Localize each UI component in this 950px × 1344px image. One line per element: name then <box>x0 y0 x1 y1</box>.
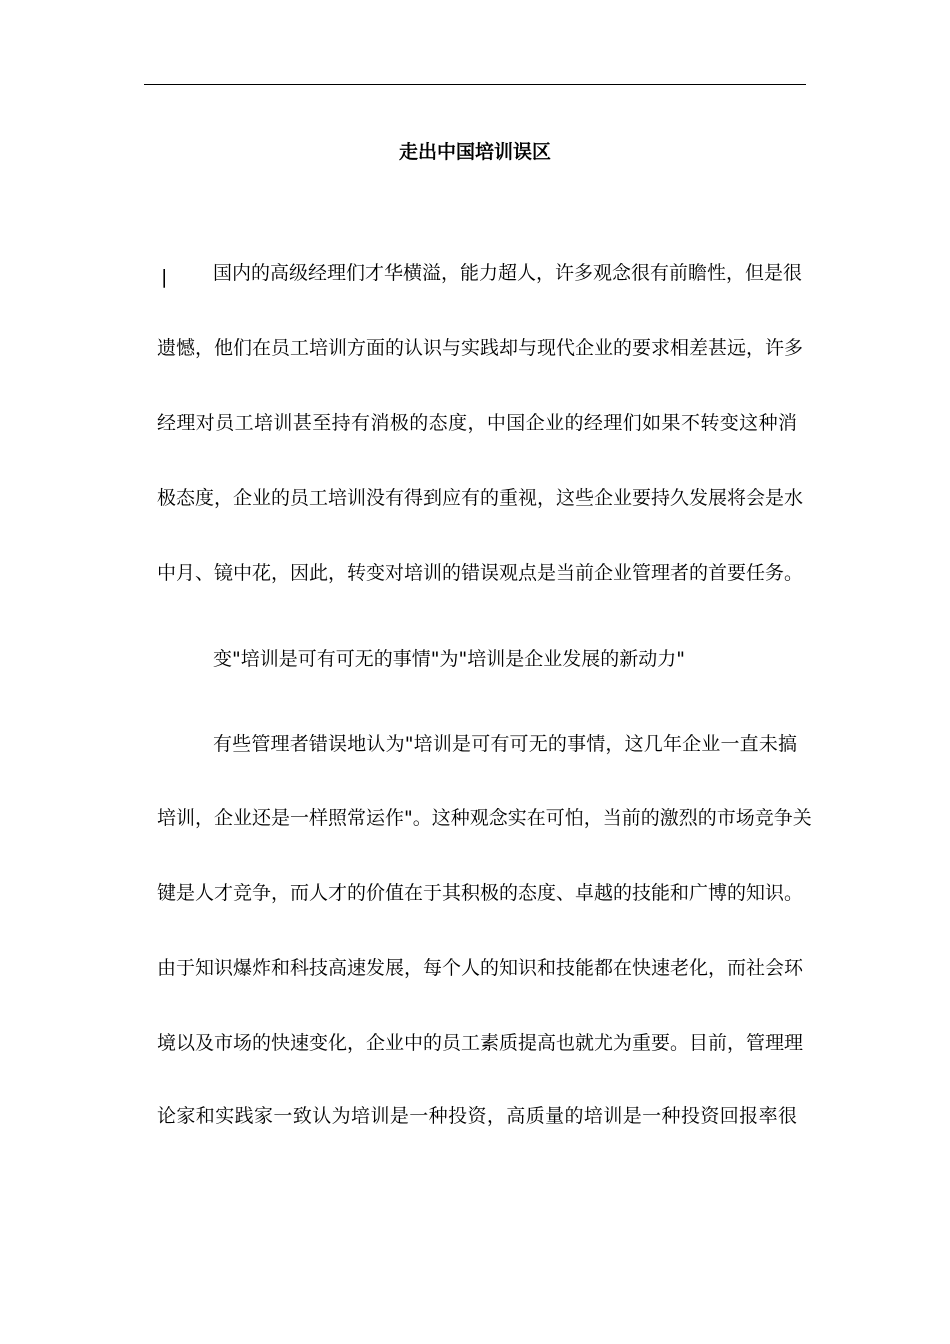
document-title: 走出中国培训误区 <box>398 141 551 163</box>
paragraph-1-line-2: 遗憾，他们在员工培训方面的认识与实践却与现代企业的要求相差甚远，许多 <box>157 337 804 359</box>
paragraph-3-line-2: 培训，企业还是一样照常运作"。这种观念实在可怕，当前的激烈的市场竞争关 <box>157 807 812 829</box>
paragraph-1-line-3: 经理对员工培训甚至持有消极的态度，中国企业的经理们如果不转变这种消 <box>157 412 797 434</box>
text-cursor-mark: | <box>161 266 168 288</box>
paragraph-1-line-4: 极态度，企业的员工培训没有得到应有的重视，这些企业要持久发展将会是水 <box>157 487 804 509</box>
paragraph-2-line-1: 变"培训是可有可无的事情"为"培训是企业发展的新动力" <box>213 648 685 670</box>
header-rule <box>144 84 806 85</box>
paragraph-3-line-6: 论家和实践家一致认为培训是一种投资，高质量的培训是一种投资回报率很 <box>157 1105 797 1127</box>
paragraph-1-line-1: 国内的高级经理们才华横溢，能力超人，许多观念很有前瞻性，但是很 <box>213 262 803 284</box>
paragraph-3-line-3: 键是人才竞争，而人才的价值在于其积极的态度、卓越的技能和广博的知识。 <box>157 882 804 904</box>
paragraph-3-line-1: 有些管理者错误地认为"培训是可有可无的事情，这几年企业一直未搞 <box>213 733 797 755</box>
paragraph-3-line-4: 由于知识爆炸和科技高速发展，每个人的知识和技能都在快速老化，而社会环 <box>157 957 804 979</box>
paragraph-3-line-5: 境以及市场的快速变化，企业中的员工素质提高也就尤为重要。目前，管理理 <box>157 1032 804 1054</box>
paragraph-1-line-5: 中月、镜中花，因此，转变对培训的错误观点是当前企业管理者的首要任务。 <box>157 562 804 584</box>
